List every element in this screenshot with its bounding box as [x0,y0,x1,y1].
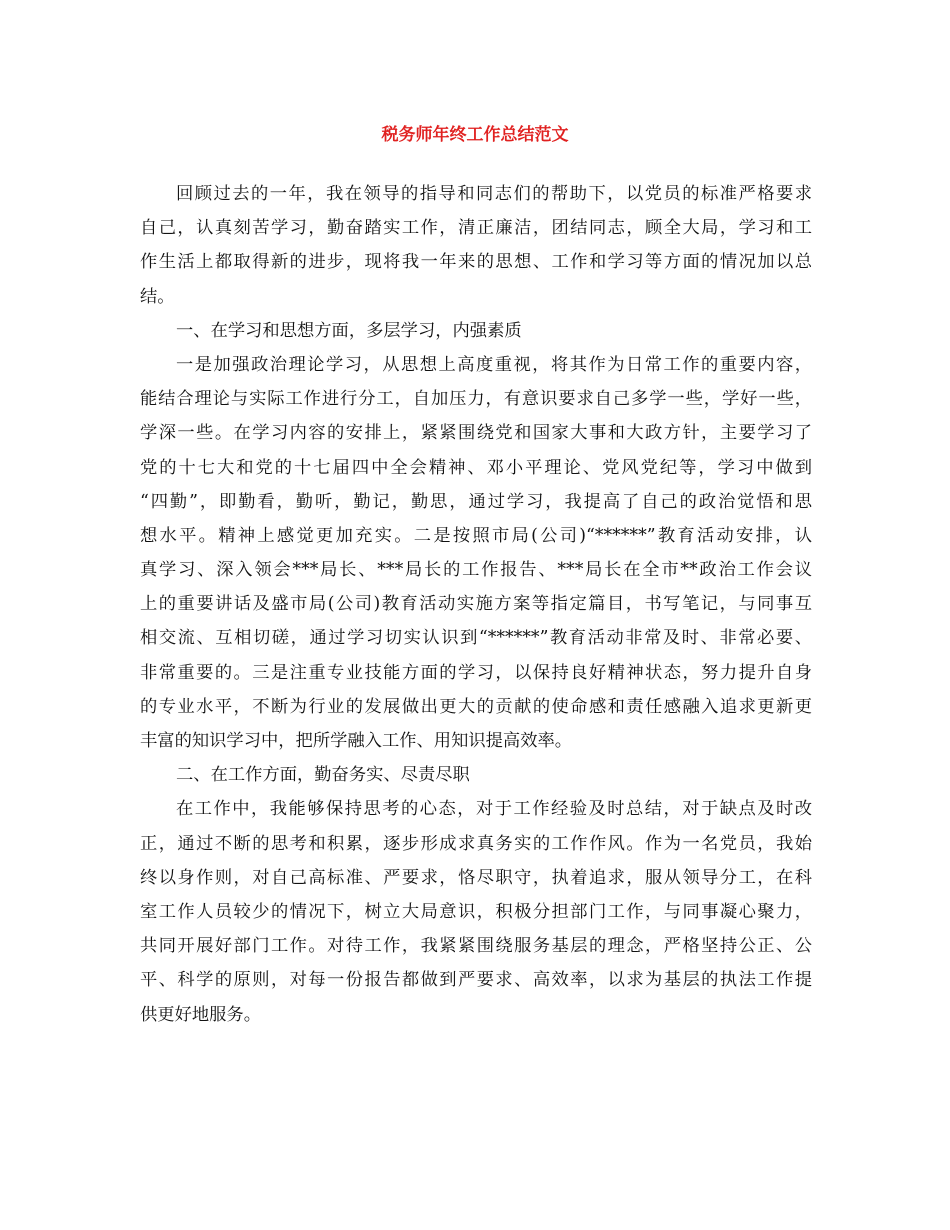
body-line: 非常重要的。三是注重专业技能方面的学习，以保持良好精神状态，努力提升自身 [140,662,812,683]
body-line: 的专业水平，不断为行业的发展做出更大的贡献的使命感和责任感融入追求更新更 [140,696,812,717]
body-line: 真学习、深入领会***局长、***局长的工作报告、***局长在全市**政治工作会议 [140,560,812,581]
body-line: 平、科学的原则，对每一份报告都做到严要求、高效率，以求为基层的执法工作提 [140,970,812,991]
body-line: 供更好地服务。 [140,1004,261,1025]
body-line: 在工作中，我能够保持思考的心态，对于工作经验及时总结，对于缺点及时改 [176,799,812,820]
body-line: 回顾过去的一年，我在领导的指导和同志们的帮助下，以党员的标准严格要求 [176,184,812,204]
body-line: 能结合理论与实际工作进行分工，自加压力，有意识要求自己多学一些，学好一些， [140,389,812,410]
body-line: 二、在工作方面，勤奋务实、尽责尽职 [176,765,470,786]
body-line: 自己，认真刻苦学习，勤奋踏实工作，清正廉洁，团结同志，顾全大局，学习和工 [140,218,812,239]
body-line: 终以身作则，对自己高标准、严要求，恪尽职守，执着追求，服从领导分工，在科 [140,867,812,888]
body-line: 想水平。精神上感觉更加充实。二是按照市局(公司)“******”教育活动安排，认 [140,525,812,546]
body-line: 上的重要讲话及盛市局(公司)教育活动实施方案等指定篇目，书写笔记，与同事互 [140,594,812,615]
body-line: 正，通过不断的思考和积累，逐步形成求真务实的工作作风。作为一名党员，我始 [140,833,812,854]
body-line: 结。 [140,286,175,307]
body-line: 丰富的知识学习中，把所学融入工作、用知识提高效率。 [140,731,573,751]
body-line: 一、在学习和思想方面，多层学习，内强素质 [176,320,522,341]
body-line: 室工作人员较少的情况下，树立大局意识，积极分担部门工作，与同事凝心聚力， [140,901,812,922]
body-line: 党的十七大和党的十七届四中全会精神、邓小平理论、党风党纪等，学习中做到 [140,457,812,478]
body-line: 一是加强政治理论学习，从思想上高度重视，将其作为日常工作的重要内容， [176,354,812,375]
body-line: 学深一些。在学习内容的安排上，紧紧围绕党和国家大事和大政方针，主要学习了 [140,423,812,444]
body-line: 相交流、互相切磋，通过学习切实认识到“******”教育活动非常及时、非常必要、 [140,628,812,649]
body-line: “四勤”，即勤看，勤听，勤记，勤思，通过学习，我提高了自己的政治觉悟和思 [140,491,812,512]
document-body [140,177,812,1032]
body-line: 共同开展好部门工作。对待工作，我紧紧围绕服务基层的理念，严格坚持公正、公 [140,936,812,957]
document-title: 税务师年终工作总结范文 [381,125,569,145]
body-line: 作生活上都取得新的进步，现将我一年来的思想、工作和学习等方面的情况加以总 [140,252,812,273]
